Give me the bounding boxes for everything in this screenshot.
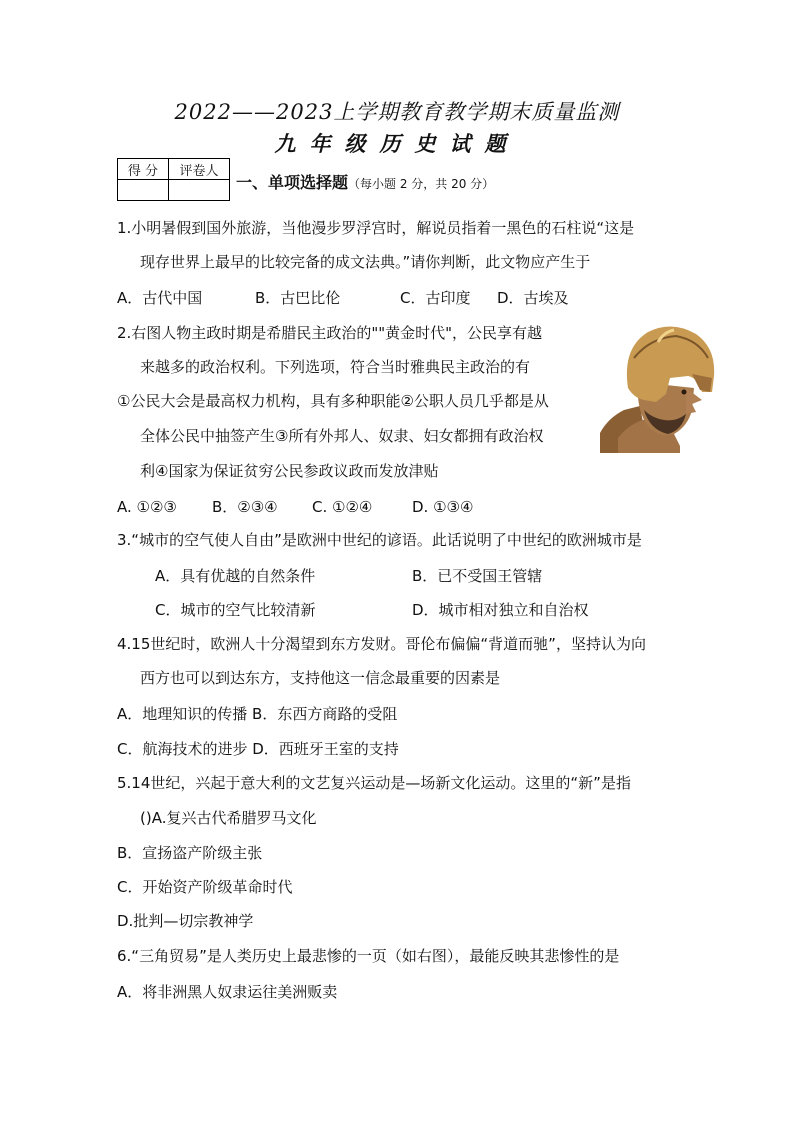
question-3-option-b[interactable]: B．已不受国王管辖	[412, 567, 543, 585]
question-3-option-a[interactable]: A．具有优越的自然条件	[155, 567, 316, 585]
question-1-option-b[interactable]: B．古巴比伦	[255, 289, 341, 307]
question-5-line-1: 5.14世纪，兴起于意大利的文艺复兴运动是—场新文化运动。这里的“新”是指	[117, 774, 631, 792]
question-2-line-5: 利④国家为保证贫穷公民参政议政而发放津贴	[140, 462, 439, 480]
question-5-option-a[interactable]: ()A.复兴古代希腊罗马文化	[140, 809, 317, 827]
exam-title: 2022——2023上学期教育教学期末质量监测	[174, 100, 620, 124]
question-4-options-cd[interactable]: C．航海技术的进步 D．西班牙王室的支持	[117, 740, 399, 758]
question-2-option-c[interactable]: C. ①②④	[312, 498, 373, 516]
question-5-option-c[interactable]: C．开始资产阶级革命时代	[117, 878, 293, 896]
question-2-line-2: 来越多的政治权利。下列选项，符合当时雅典民主政治的有	[140, 358, 531, 376]
section-heading	[236, 170, 494, 193]
question-2-option-a[interactable]: A. ①②③	[117, 498, 177, 516]
question-3-line-1: 3.“城市的空气使人自由”是欧洲中世纪的谚语。此话说明了中世纪的欧洲城市是	[117, 531, 642, 549]
question-6-line-1: 6.“三角贸易”是人类历史上最悲惨的一页（如右图），最能反映其悲惨性的是	[117, 947, 620, 965]
helmeted-bust-icon	[600, 318, 720, 453]
question-1-line-2: 现存世界上最早的比较完备的成文法典。”请你判断，此文物应产生于	[140, 253, 591, 271]
question-1-option-a[interactable]: A．古代中国	[117, 289, 203, 307]
question-2-line-1: 2.右图人物主政时期是希腊民主政治的""黄金时代"，公民享有越	[117, 324, 543, 342]
question-2-line-4: 全体公民中抽签产生③所有外邦人、奴隶、妇女都拥有政治权	[140, 427, 544, 445]
question-6-option-a[interactable]: A．将非洲黑人奴隶运往美洲贩卖	[117, 983, 338, 1001]
question-1-option-d[interactable]: D．古埃及	[497, 289, 569, 307]
question-5-option-d[interactable]: D.批判—切宗教神学	[117, 912, 254, 930]
question-2-option-b[interactable]: B．②③④	[212, 498, 278, 516]
section-title: 一、单项选择题	[236, 173, 349, 192]
question-2-line-3: ①公民大会是最高权力机构，具有多种职能②公职人员几乎都是从	[117, 392, 549, 410]
question-2-option-d[interactable]: D. ①③④	[412, 498, 474, 516]
grader-cell[interactable]	[169, 180, 230, 201]
question-4-options-ab[interactable]: A．地理知识的传播 B．东西方商路的受阻	[117, 705, 398, 723]
score-table	[117, 158, 230, 201]
question-1-option-c[interactable]: C．古印度	[400, 289, 471, 307]
score-cell[interactable]	[118, 180, 169, 201]
question-3-option-d[interactable]: D．城市相对独立和自治权	[412, 601, 589, 619]
score-header: 得 分	[118, 159, 169, 180]
grader-header: 评卷人	[169, 159, 230, 180]
section-note: （每小题 2 分，共 20 分）	[348, 177, 495, 191]
exam-subtitle: 九年级历史试题	[274, 131, 520, 156]
question-4-line-1: 4.15世纪时，欧洲人十分渴望到东方发财。哥伦布偏偏“背道而驰”，坚持认为向	[117, 635, 646, 653]
question-4-line-2: 西方也可以到达东方，支持他这一信念最重要的因素是	[140, 669, 501, 687]
question-1-line-1: 1.小明暑假到国外旅游，当他漫步罗浮宫时，解说员指着一黑色的石柱说“这是	[117, 219, 635, 237]
question-3-option-c[interactable]: C．城市的空气比较清新	[155, 601, 316, 619]
question-5-option-b[interactable]: B．宣扬盗产阶级主张	[117, 844, 263, 862]
